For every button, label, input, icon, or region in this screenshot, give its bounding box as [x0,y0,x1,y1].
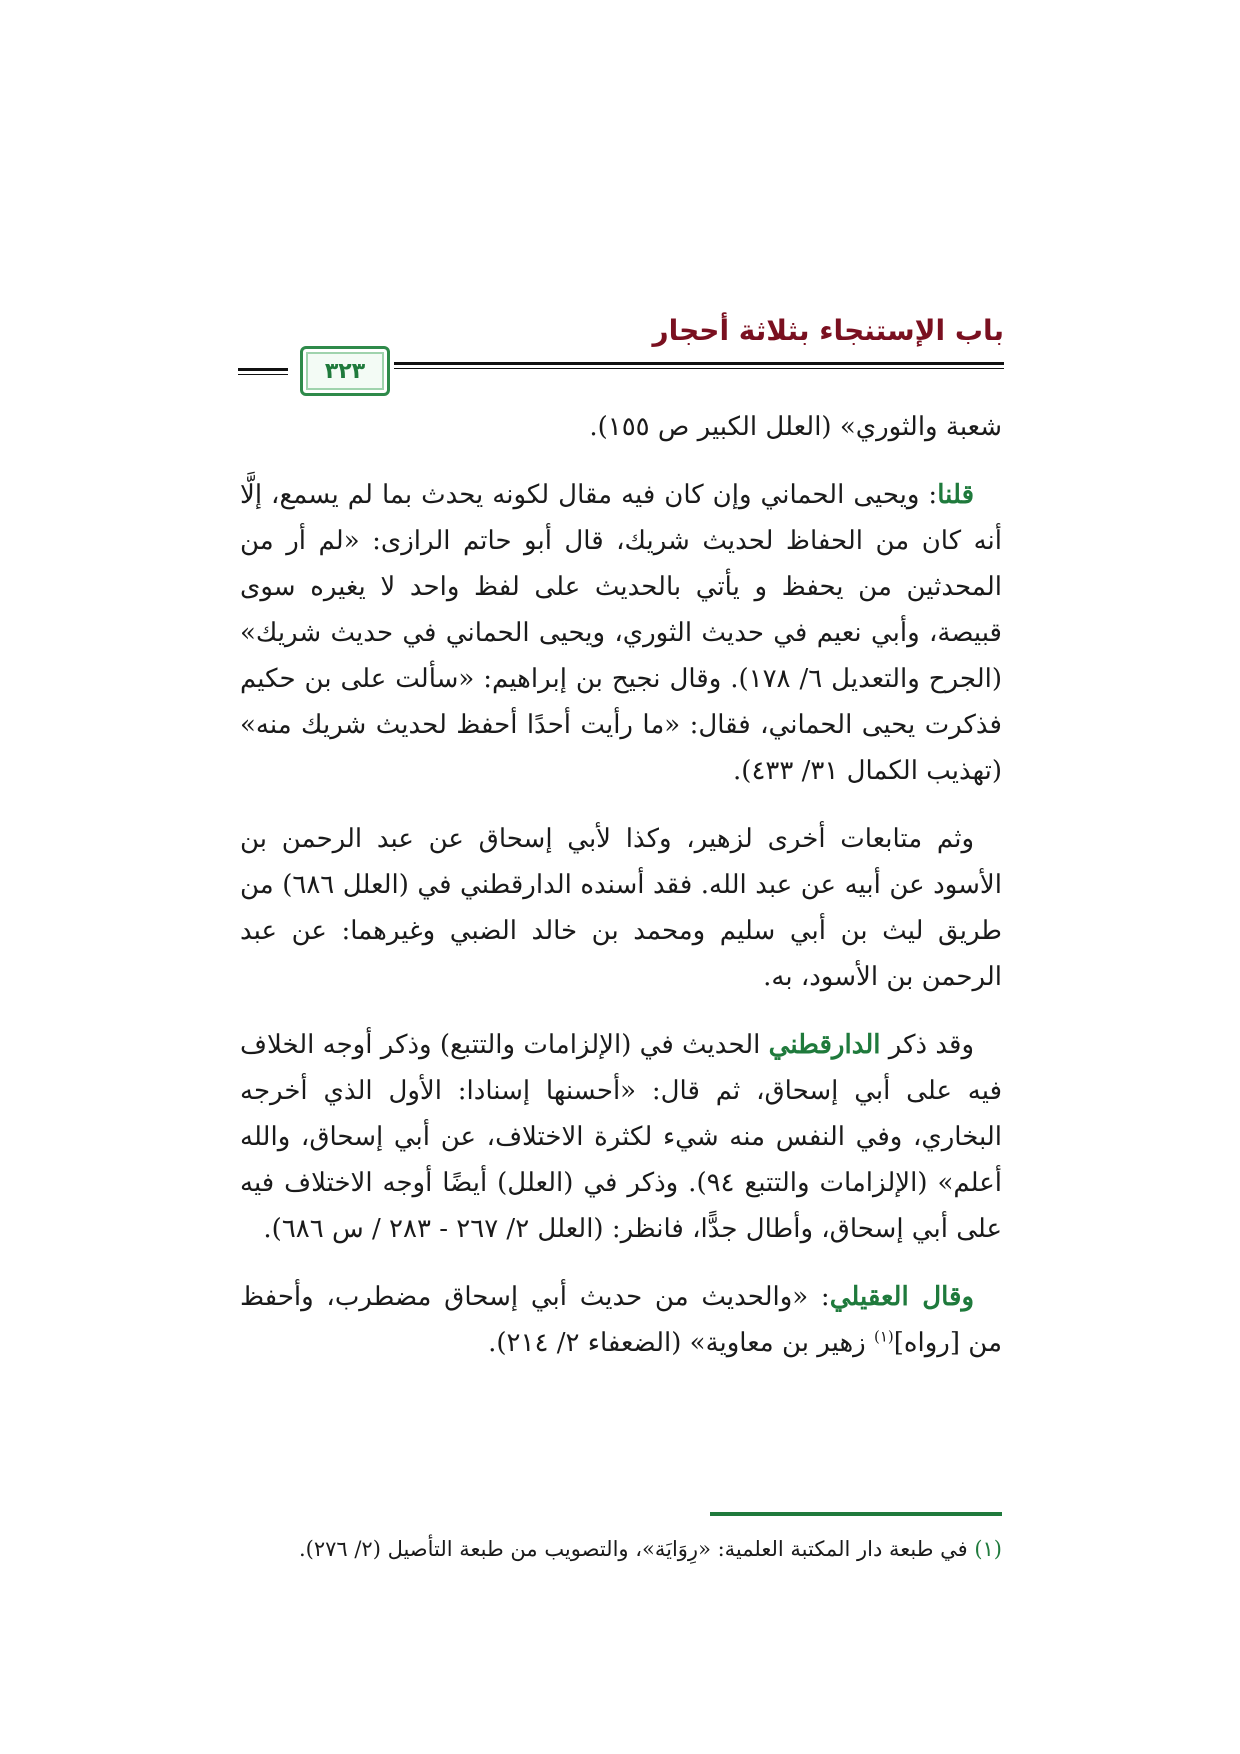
chapter-title: باب الإستنجاء بثلاثة أحجار [652,314,1004,347]
footnote-text: في طبعة دار المكتبة العلمية: «رِوَايَة»، والتصويب من طبعة التأصيل (٢/ ٢٧٦). [298,1537,975,1561]
paragraph-5-text-a: : «والحديث من حديث أبي إسحاق مضطرب، وأحفظ من [رواه] [240,1282,1002,1358]
paragraph-2 [240,472,1002,794]
paragraph-4-after: الحديث في (الإلزامات والتتبع) وذكر أوجه الخلاف فيه على أبي إسحاق، ثم قال: «أحسنها إسنادا: الأول الذي أخرجه البخاري، وفي النفس منه شيء لكثرة الاختلاف، عن أبي إسحاق، والله أعلم» (الإلزامات والتتبع ٩٤). وذكر في (العلل) أيضًا أوجه الاختلاف فيه على أبي إسحاق، وأطال جدًّا، فانظر: (العلل ٢/ ٢٦٧ - ٢٨٣ / س ٦٨٦). [240,1030,1002,1244]
header-rule-left [238,368,288,375]
page-body [240,404,1002,1388]
paragraph-4 [240,1022,1002,1252]
page-header [238,310,1004,390]
paragraph-3: وثم متابعات أخرى لزهير، وكذا لأبي إسحاق عن عبد الرحمن بن الأسود عن أبيه عن عبد الله. فقد أسنده الدارقطني في (العلل ٦٨٦) من طريق ليث بن أبي سليم ومحمد بن خالد الضبي وغيرهما: عن عبد الرحمن بن الأسود، به. [240,824,1002,992]
paragraph-5 [240,1274,1002,1366]
header-rule-right [596,362,1004,369]
paragraph-2-text: : ويحيى الحماني وإن كان فيه مقال لكونه يحدث بما لم يسمع، إلَّا أنه كان من الحفاظ لحديث شريك، قال أبو حاتم الرازى: «لم أر من المحدثين من يحفظ و يأتي بالحديث على لفظ واحد لا يغيره سوى قبيصة، وأبي نعيم في حديث الثوري، ويحيى الحماني في حديث شريك» (الجرح والتعديل ٦/ ١٧٨). وقال نجيح بن إبراهيم: «سألت على بن حكيم فذكرت يحيى الحماني، فقال: «ما رأيت أحدًا أحفظ لحديث شريك منه» (تهذيب الكمال ٣١/ ٤٣٣). [240,480,1002,786]
footnote-reference[interactable]: (١) [873,1327,894,1346]
paragraph-5-lead: وقال العقيلي [829,1282,974,1312]
footnote [240,1532,1002,1566]
paragraph-2-lead: قلنا [937,480,974,510]
footnote-divider [710,1512,1002,1516]
paragraph-5-text-b: زهير بن معاوية» (الضعفاء ٢/ ٢١٤). [488,1328,874,1358]
paragraph-4-before: وقد ذكر [880,1030,974,1060]
header-rule-middle [394,362,638,369]
footnote-marker: (١) [974,1537,1002,1561]
paragraph-1: شعبة والثوري» (العلل الكبير ص ١٥٥). [589,412,1002,442]
paragraph-4-highlight: الدارقطني [768,1030,881,1060]
page-number-badge: ٣٢٣ [300,346,390,396]
